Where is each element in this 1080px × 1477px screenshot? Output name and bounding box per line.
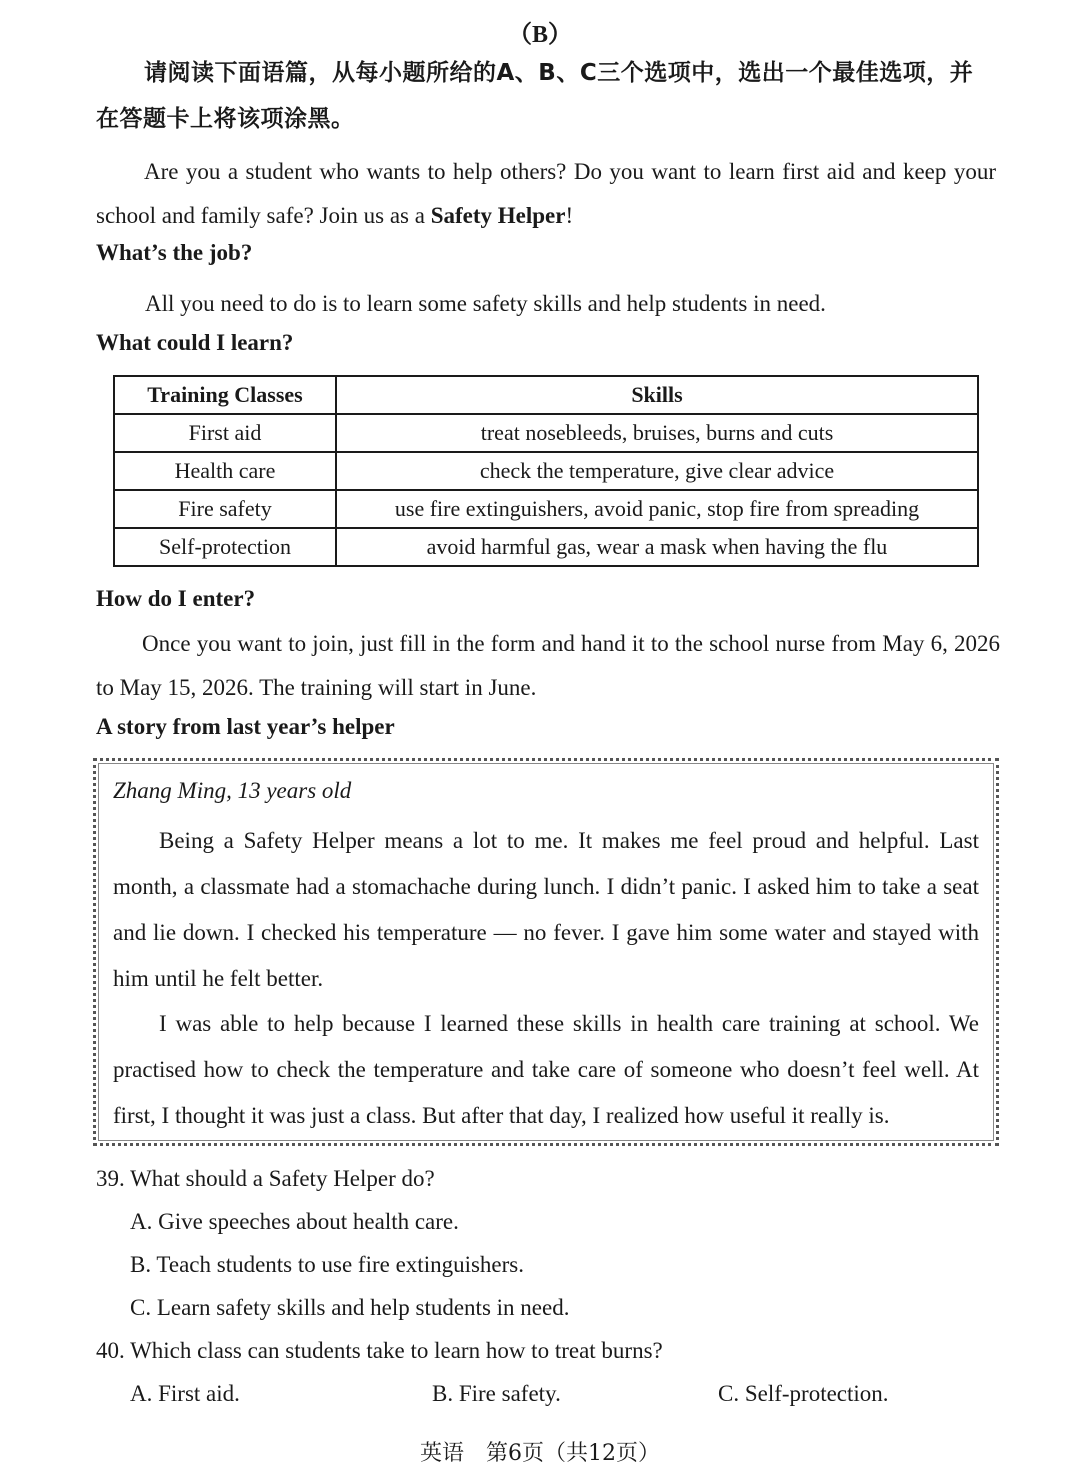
enter-heading: How do I enter?: [96, 586, 256, 611]
training-table: [113, 375, 979, 567]
intro-text-end: !: [565, 203, 574, 228]
question-40: 40. Which class can students take to learn how to treat burns?: [96, 1338, 663, 1363]
table-cell-class: Health care: [114, 452, 336, 490]
table-cell-skills: check the temperature, give clear advice: [336, 452, 978, 490]
table-header-row: [114, 376, 978, 414]
question-39: 39. What should a Safety Helper do?: [96, 1166, 435, 1191]
table-cell-skills: treat nosebleeds, bruises, burns and cuts: [336, 414, 978, 452]
table-cell-skills: use fire extinguishers, avoid panic, stop fire from spreading: [336, 490, 978, 528]
story-paragraph-1: Being a Safety Helper means a lot to me. It makes me feel proud and helpful. Last month, a classmate had a stomachache during lunch. I didn’t panic. I asked him to take a seat and lie down. I checked his temperature — no fever. I gave him some water and stayed with him until he felt better.: [113, 828, 979, 991]
question-40-option-c: C. Self-protection.: [718, 1381, 889, 1406]
job-text: All you need to do is to learn some safety skills and help students in need.: [145, 291, 826, 316]
table-cell-class: Self-protection: [114, 528, 336, 566]
instructions: 请阅读下面语篇，从每小题所给的A、B、C三个选项中，选出一个最佳选项，并在答题卡上将该项涂黑。: [96, 60, 974, 132]
intro-paragraph: [96, 150, 996, 238]
safety-helper-highlight: Safety Helper: [430, 203, 566, 228]
table-header-skills: Skills: [336, 376, 978, 414]
job-heading: What’s the job?: [96, 240, 253, 265]
page-footer: 英语 第6页（共12页）: [420, 1441, 660, 1466]
table-row: [114, 490, 978, 528]
learn-heading: What could I learn?: [96, 330, 294, 355]
table-cell-class: Fire safety: [114, 490, 336, 528]
table-row: [114, 528, 978, 566]
intro-text: Are you a student who wants to help others? Do you want to learn first aid and keep your school and family safe? Join us as a: [96, 159, 996, 228]
story-heading: A story from last year’s helper: [96, 714, 395, 739]
table-cell-skills: avoid harmful gas, wear a mask when having the flu: [336, 528, 978, 566]
story-author: Zhang Ming, 13 years old: [113, 778, 352, 803]
question-40-option-b: B. Fire safety.: [432, 1381, 561, 1406]
table-row: [114, 452, 978, 490]
question-40-option-a: A. First aid.: [130, 1381, 240, 1406]
section-title: （B）: [507, 22, 572, 48]
question-39-option-c: C. Learn safety skills and help students in need.: [130, 1295, 570, 1320]
table-cell-class: First aid: [114, 414, 336, 452]
table-header-classes: Training Classes: [114, 376, 336, 414]
story-paragraph-2: I was able to help because I learned these skills in health care training at school. We practised how to check the temperature and take care of someone who doesn’t feel well. At first, I thought it was just a class. But after that day, I realized how useful it really is.: [113, 1011, 979, 1128]
question-39-option-a: A. Give speeches about health care.: [130, 1209, 459, 1234]
enter-text: Once you want to join, just fill in the form and hand it to the school nurse from May 6, 2026 to May 15, 2026. The training will start in June.: [96, 631, 1000, 700]
table-row: [114, 414, 978, 452]
question-39-option-b: B. Teach students to use fire extinguishers.: [130, 1252, 524, 1277]
